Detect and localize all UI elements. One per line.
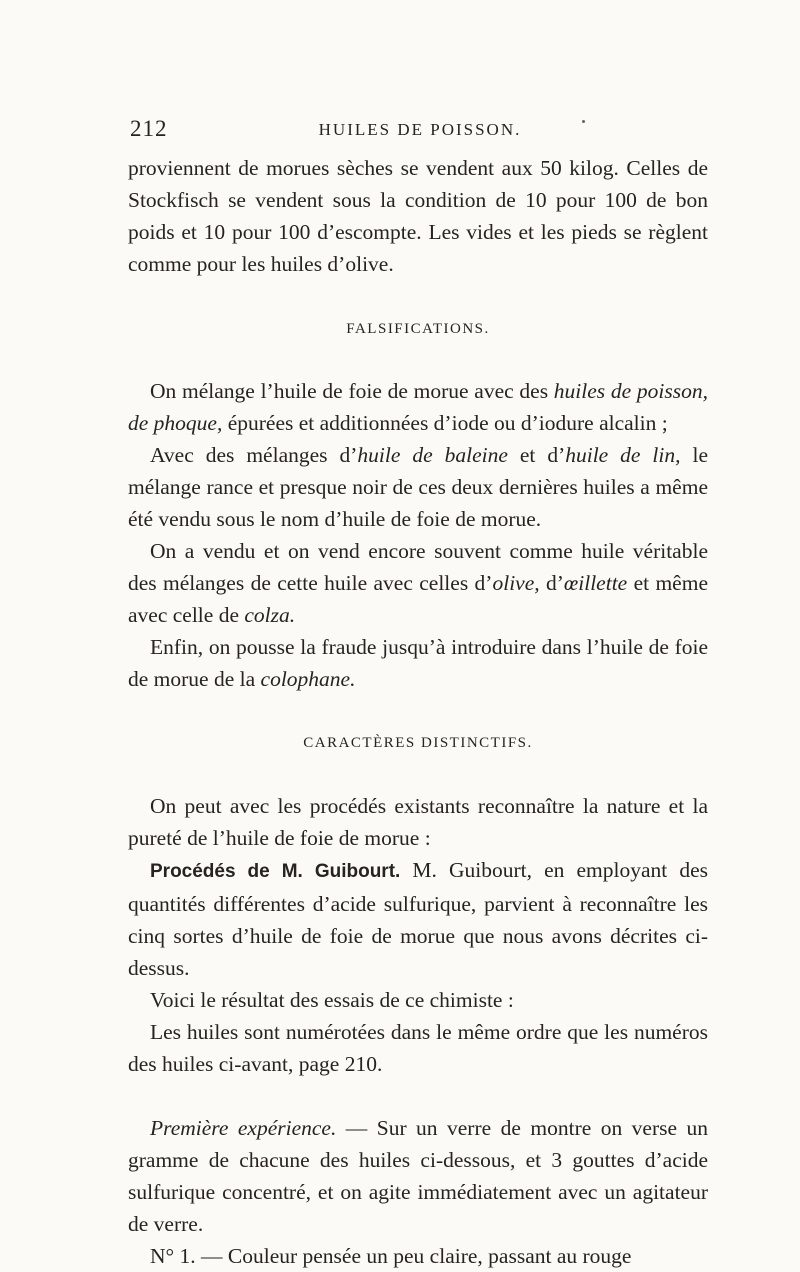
italic-run: colophane.: [260, 667, 356, 691]
paragraph-caract-3: Voici le résultat des essais de ce chimiste :: [150, 988, 514, 1012]
text-run: — Sur un verre de montre on verse un gramme de chacune des huiles ci-dessous, et 3 gouttes d’acide sulfurique concentré, et on agite immédiatement avec un agitateur de verre.: [128, 1116, 708, 1236]
paragraph-caract-5: [128, 1112, 708, 1240]
italic-run: colza.: [244, 603, 296, 627]
body-text: [128, 152, 708, 1272]
paragraph-continuation: proviennent de morues sèches se vendent aux 50 kilog. Celles de Stockfisch se vendent sous la condition de 10 pour 100 de bon poids et 10 pour 100 d’escompte. Les vides et les pieds se règlent comme pour les huiles d’olive.: [128, 156, 708, 276]
text-run: épurées et additionnées d’iode ou d’iodure alcalin ;: [222, 411, 668, 435]
text-run: Avec des mélanges d’: [150, 443, 358, 467]
text-run: Enfin, on pousse la fraude jusqu’à introduire dans l’huile de foie de morue de la: [128, 635, 708, 691]
paragraph-caract-1: On peut avec les procédés existants reconnaître la nature et la pureté de l’huile de foie de morue :: [128, 794, 708, 850]
italic-run: huiles de poisson, de phoque,: [128, 379, 708, 435]
running-head: [130, 116, 710, 144]
text-run: On mélange l’huile de foie de morue avec des: [150, 379, 554, 403]
text-run: On a vendu et on vend encore souvent comme huile véritable des mélanges de cette huile avec celles d’: [128, 539, 708, 595]
italic-run: œillette: [563, 571, 628, 595]
text-run: le mélange rance et presque noir de ces deux dernières huiles a même été vendu sous le nom d’huile de foie de morue.: [128, 443, 708, 531]
paragraph-gap: [128, 1080, 708, 1112]
bold-run: Procédés de M. Guibourt.: [150, 861, 401, 882]
heading-caracteres-distinctifs: CARACTÈRES DISTINCTIFS.: [303, 735, 533, 751]
paragraph-falsif-4: [128, 631, 708, 695]
paragraph-caract-6: N° 1. — Couleur pensée un peu claire, passant au rouge: [150, 1244, 632, 1268]
text-run: M. Guibourt, en employant des quantités différentes d’acide sulfurique, parvient à reconnaître les cinq sortes d’huile de foie de morue que nous avons décrites ci-dessus.: [128, 858, 708, 980]
paragraph-caract-2: [128, 854, 708, 984]
italic-run: huile de lin,: [565, 443, 681, 467]
text-run: et d’: [507, 443, 566, 467]
ink-speck: [582, 120, 585, 123]
running-title: HUILES DE POISSON.: [318, 120, 522, 139]
italic-run: huile de baleine: [357, 443, 508, 467]
text-run: et même avec celle de: [128, 571, 708, 627]
italic-run: olive,: [492, 571, 540, 595]
paragraph-caract-4: Les huiles sont numérotées dans le même ordre que les numéros des huiles ci-avant, page 210.: [128, 1020, 708, 1076]
paragraph-falsif-3: [128, 535, 708, 631]
page-number: 212: [130, 116, 168, 141]
heading-falsifications: FALSIFICATIONS.: [346, 321, 490, 337]
paragraph-falsif-2: [128, 439, 708, 535]
paragraph-falsif-1: [128, 375, 708, 439]
italic-run: Première expérience.: [150, 1116, 337, 1140]
text-run: d’: [539, 571, 564, 595]
